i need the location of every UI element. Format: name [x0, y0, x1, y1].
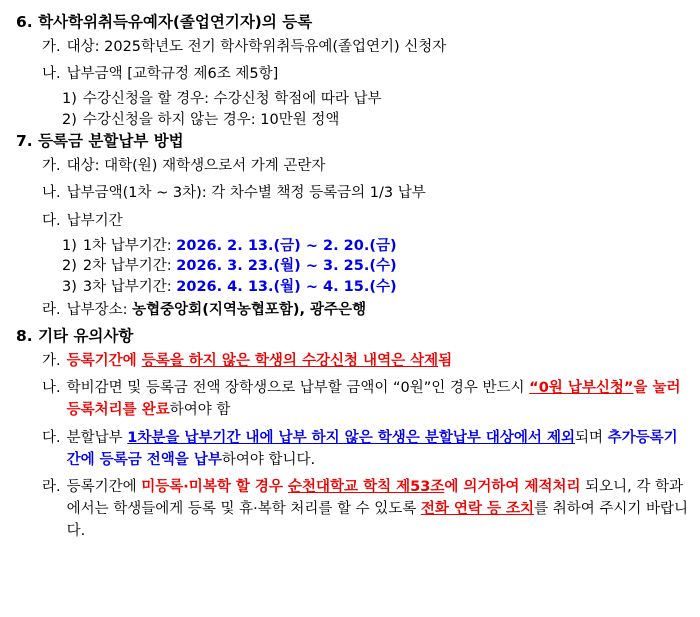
text-run: 2026. 4. 13.(월) ~ 4. 15.(수): [176, 278, 397, 295]
section-heading: [10, 134, 690, 150]
document-section: [10, 329, 690, 543]
text-run: 됨: [438, 352, 453, 369]
text-run: 학비감면 및 등록금 전액 장학생으로 납부할 금액이 “0원”인 경우 반드시: [66, 380, 530, 397]
list-item-marker: 나.: [42, 380, 61, 397]
text-run: 등록기간에: [66, 352, 142, 369]
text-run: 2026. 2. 13.(금) ~ 2. 20.(금): [176, 237, 397, 254]
text-run: 납부금액 [교학규정 제6조 제5항]: [66, 66, 279, 83]
text-run: 에 의거하여 제적처리: [444, 479, 581, 496]
list-item: [10, 351, 690, 373]
list-item-marker: 나.: [42, 66, 61, 83]
list-item-marker: 1): [62, 91, 77, 107]
text-run: 등록기간에: [66, 479, 142, 496]
list-item-marker: 1): [62, 237, 77, 254]
text-run: 수강신청을 할 경우: 수강신청 학점에 따라 납부: [82, 91, 382, 107]
list-item: [10, 239, 690, 254]
text-run: 1차분을 납부기간 내에 납부 하지 않은 학생은 분할납부 대상에서 제외: [127, 429, 575, 446]
text-run: 을 눌러 등록처리를 완료: [66, 380, 681, 418]
list-item-text: [67, 37, 690, 59]
text-run: 되며: [574, 429, 608, 446]
text-run: 추가등록기간에 등록금 전액을 납부: [66, 429, 678, 468]
list-item-marker: 가.: [42, 352, 61, 369]
section-heading: [10, 15, 690, 31]
text-run: 분할납부: [66, 429, 128, 446]
text-run: 되오니, 각 학과에서는 학생들에게 등록 및 휴·복학 처리를 할 수 있도록: [66, 479, 683, 517]
list-item-text: [83, 113, 690, 128]
document-section: [10, 15, 690, 127]
text-run: 2026. 3. 23.(월) ~ 3. 25.(수): [176, 258, 397, 275]
document-section: [10, 134, 690, 322]
list-item: [10, 92, 690, 107]
text-run: 하여야 함: [169, 402, 231, 418]
text-run: 순천대학교 학칙 제53조: [288, 479, 445, 496]
list-item-text: [67, 378, 690, 422]
list-item-marker: 3): [62, 278, 77, 295]
text-run: 1차 납부기간:: [82, 237, 177, 254]
section-number: 7.: [16, 132, 33, 150]
list-item: [10, 428, 690, 472]
list-item-marker: 다.: [42, 429, 61, 446]
list-item-marker: 가.: [42, 157, 61, 174]
list-item-text: [83, 259, 690, 274]
list-item-marker: 라.: [42, 479, 61, 496]
text-run: “0원 납부신청”: [529, 380, 634, 397]
list-item-text: [67, 300, 690, 322]
section-number: 6.: [16, 13, 33, 31]
list-item-text: [83, 239, 690, 254]
list-item: [10, 477, 690, 542]
text-run: 납부금액(1차 ~ 3차): 각 차수별 책정 등록금의 1/3 납부: [66, 185, 426, 202]
list-item: [10, 113, 690, 128]
text-run: 전화 연락 등 조치: [420, 501, 535, 517]
list-item-marker: 2): [62, 258, 77, 275]
section-number: 8.: [16, 327, 33, 345]
list-item-text: [67, 156, 690, 178]
list-item-marker: 다.: [42, 213, 61, 229]
list-item-text: [67, 477, 690, 542]
list-item-text: [67, 64, 690, 86]
list-item: [10, 259, 690, 274]
text-run: 수강신청을 하지 않는 경우: 10만원 정액: [82, 111, 340, 128]
list-item: [10, 37, 690, 59]
text-run: 납부기간: [66, 213, 123, 229]
list-item-text: [67, 183, 690, 205]
text-run: 납부장소:: [66, 302, 133, 319]
text-run: 3차 납부기간:: [82, 278, 177, 295]
text-run: 를 취하여 주시기 바랍니다.: [66, 501, 688, 539]
text-run: 등록을 하지 않은 학생의 수강신청 내역은 삭제: [141, 352, 439, 369]
list-item-marker: 나.: [42, 185, 61, 202]
section-heading: [10, 329, 690, 345]
section-title: 학사학위취득유예자(졸업연기자)의 등록: [32, 13, 313, 31]
list-item-text: [67, 211, 690, 233]
list-item-text: [67, 351, 690, 373]
text-run: 2차 납부기간:: [82, 258, 177, 275]
text-run: 미등록·미복학 할 경우: [141, 479, 288, 496]
list-item: [10, 64, 690, 86]
list-item-marker: 2): [62, 111, 77, 128]
text-run: 대상: 대학(원) 재학생으로서 가계 곤란자: [66, 157, 326, 174]
section-title: 기타 유의사항: [32, 327, 134, 345]
list-item-marker: 라.: [42, 302, 61, 319]
list-item: [10, 280, 690, 295]
list-item-text: [83, 280, 690, 295]
list-item-text: [67, 428, 690, 472]
text-run: 농협중앙회(지역농협포함), 광주은행: [132, 302, 367, 319]
document-body: [10, 15, 690, 543]
list-item: [10, 183, 690, 205]
list-item: [10, 156, 690, 178]
list-item: [10, 378, 690, 422]
text-run: 대상: 2025학년도 전기 학사학위취득유예(졸업연기) 신청자: [66, 38, 447, 55]
list-item-text: [83, 92, 690, 107]
list-item-marker: 가.: [42, 38, 61, 55]
list-item: [10, 300, 690, 322]
text-run: 하여야 합니다.: [221, 451, 316, 468]
list-item: [10, 211, 690, 233]
section-title: 등록금 분할납부 방법: [32, 132, 184, 150]
